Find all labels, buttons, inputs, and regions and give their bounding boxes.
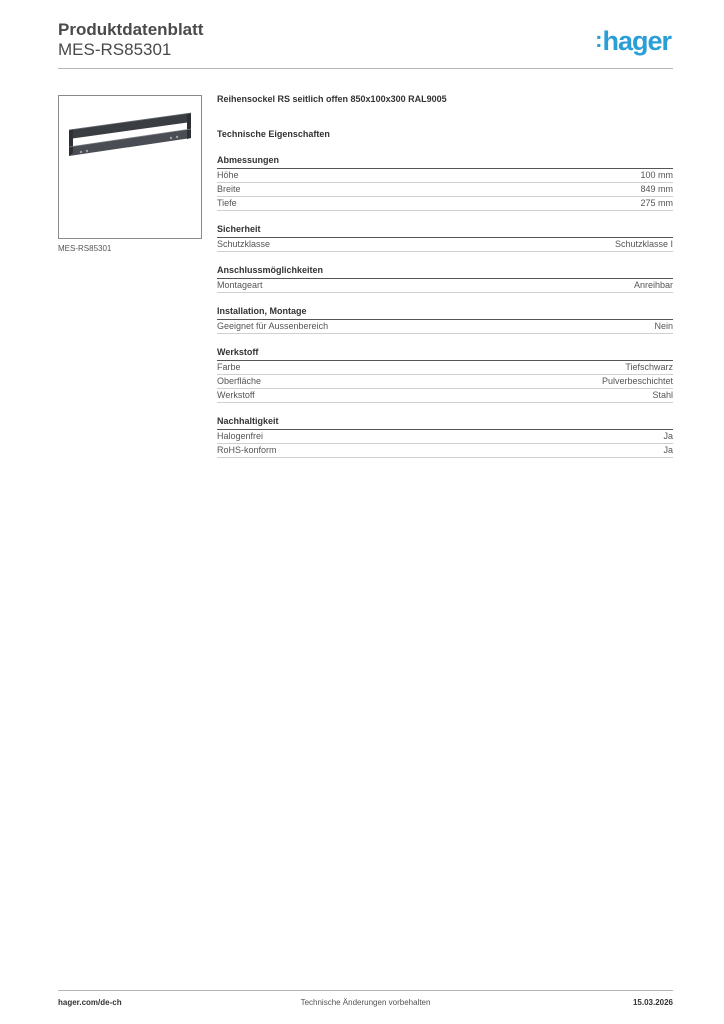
properties-title: Technische Eigenschaften <box>217 129 330 139</box>
property-value: Tiefschwarz <box>625 362 673 372</box>
page-header <box>58 20 673 70</box>
property-row <box>217 361 673 375</box>
footer-url: hager.com/de-ch <box>58 998 122 1007</box>
property-value: Ja <box>663 431 673 441</box>
property-value: Schutzklasse I <box>614 239 673 249</box>
section-heading: Sicherheit <box>217 224 673 238</box>
property-label: Montageart <box>217 280 263 290</box>
image-caption: MES-RS85301 <box>58 244 112 253</box>
property-value: Stahl <box>652 390 673 400</box>
property-value: Pulverbeschichtet <box>601 376 673 386</box>
property-label: Breite <box>217 184 241 194</box>
property-label: Werkstoff <box>217 390 255 400</box>
property-row <box>217 238 673 252</box>
property-section <box>217 265 673 293</box>
property-value: 849 mm <box>640 184 673 194</box>
logo-colon-icon: : <box>595 27 602 52</box>
property-value: 100 mm <box>640 170 673 180</box>
document-title: Produktdatenblatt <box>58 20 204 39</box>
property-section <box>217 347 673 403</box>
property-label: Oberfläche <box>217 376 262 386</box>
product-name: Reihensockel RS seitlich offen 850x100x300 RAL9005 <box>217 94 447 104</box>
property-row <box>217 169 673 183</box>
footer-note: Technische Änderungen vorbehalten <box>300 998 431 1007</box>
section-heading: Werkstoff <box>217 347 673 361</box>
property-section <box>217 155 673 211</box>
property-label: Geeignet für Aussenbereich <box>217 321 329 331</box>
property-label: Höhe <box>217 170 239 180</box>
property-label: Halogenfrei <box>217 431 264 441</box>
section-heading: Installation, Montage <box>217 306 673 320</box>
footer-divider <box>58 990 673 991</box>
property-value: 275 mm <box>640 198 673 208</box>
property-row <box>217 279 673 293</box>
product-details <box>217 94 673 458</box>
section-heading: Nachhaltigkeit <box>217 416 673 430</box>
property-row <box>217 183 673 197</box>
footer-date: 15.03.2026 <box>632 998 673 1007</box>
property-section <box>217 224 673 252</box>
header-divider <box>58 68 673 69</box>
property-row <box>217 389 673 403</box>
property-label: Farbe <box>217 362 241 372</box>
property-value: Anreihbar <box>633 280 673 290</box>
property-value: Nein <box>654 321 673 331</box>
product-image <box>58 95 202 239</box>
property-label: RoHS-konform <box>217 445 277 455</box>
properties-sections <box>217 155 673 458</box>
property-row <box>217 444 673 458</box>
logo-text: hager <box>602 26 671 56</box>
section-heading: Anschlussmöglichkeiten <box>217 265 673 279</box>
property-row <box>217 320 673 334</box>
property-label: Tiefe <box>217 198 237 208</box>
property-value: Ja <box>663 445 673 455</box>
property-row <box>217 375 673 389</box>
property-label: Schutzklasse <box>217 239 271 249</box>
section-heading: Abmessungen <box>217 155 673 169</box>
document-subtitle: MES-RS85301 <box>58 40 172 59</box>
property-section <box>217 306 673 334</box>
property-section <box>217 416 673 458</box>
hager-logo <box>595 26 671 57</box>
property-row <box>217 197 673 211</box>
property-row <box>217 430 673 444</box>
plinth-frame-illustration <box>59 96 201 238</box>
